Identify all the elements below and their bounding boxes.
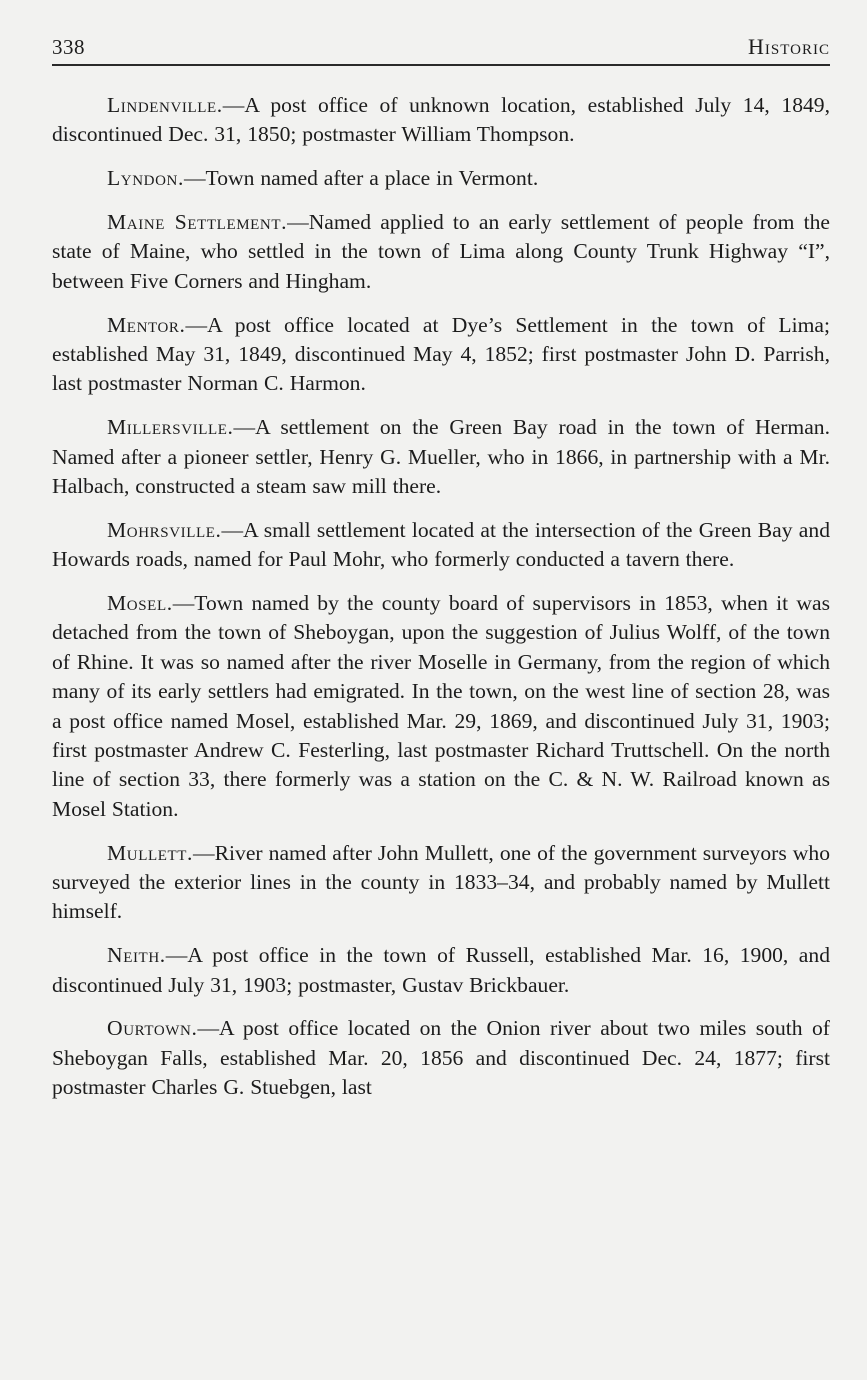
entry-mentor xyxy=(52,311,830,399)
entry-text: —A settlement on the Green Bay road in the town of Herman. Named after a pioneer settler, Henry G. Mueller, who in 1866, in partnership with a Mr. Halbach, constructed a steam saw mill there. xyxy=(52,415,830,499)
entry-term: Neith. xyxy=(107,943,166,968)
entry-text: —Named applied to an early settlement of people from the state of Maine, who settled in the town of Lima along County Trunk Highway “I”, between Five Corners and Hingham. xyxy=(52,210,831,293)
running-title: Historic xyxy=(748,34,830,59)
entry-term: Ourtown. xyxy=(107,1016,198,1041)
entry-term: Mentor. xyxy=(107,312,186,337)
entry-term: Lindenville. xyxy=(107,93,223,117)
document-page xyxy=(52,0,830,1380)
entry-text: —Town named after a place in Vermont. xyxy=(183,166,539,191)
entry-millersville xyxy=(52,413,830,501)
entry-neith xyxy=(52,941,830,1000)
entry-text: —A post office located at Dye’s Settlement in the town of Lima; established May 31, 1849, discontinued May 4, 1852; first postmaster John D. Parrish, last postmaster Norman C. Harmon. xyxy=(52,312,830,396)
entry-text: —River named after John Mullett, one of the government surveyors who surveyed the exterior lines in the county in 1833–34, and probably named by Mullett himself. xyxy=(52,840,830,924)
entry-term: Mohrsville. xyxy=(107,517,222,542)
entry-text: —A post office of unknown location, established July 14, 1849, discontinued Dec. 31, 1850; postmaster William Thompson. xyxy=(52,93,830,147)
entry-mohrsville xyxy=(52,516,830,575)
entry-text: —Town named by the county board of supervisors in 1853, when it was detached from the town of Sheboygan, upon the suggestion of Julius Wolff, of the town of Rhine. It was so named after the river Moselle in Germany, from the region of which many of its early settlers had emigrated. In the town, on the west line of section 28, was a post office named Mosel, established Mar. 29, 1869, and discontinued July 31, 1903; first postmaster Andrew C. Festerling, last postmaster Richard Truttschell. On the north line of section 33, there formerly was a station on the C. & N. W. Railroad known as Mosel Station. xyxy=(52,591,830,821)
page-number: 338 xyxy=(52,35,85,59)
entry-term: Millersville. xyxy=(107,415,234,440)
entry-lindenville xyxy=(52,91,830,150)
entry-mosel xyxy=(52,589,830,824)
entries-list xyxy=(52,91,830,1117)
entry-text: —A post office located on the Onion river about two miles south of Sheboygan Falls, established Mar. 20, 1856 and discontinued Dec. 24, 1877; first postmaster Charles G. Stuebgen, last xyxy=(52,1016,830,1100)
entry-term: Lyndon. xyxy=(107,166,184,191)
entry-maine-settlement xyxy=(52,208,830,296)
entry-term: Mullett. xyxy=(107,840,194,865)
page-header xyxy=(52,30,830,60)
entry-mullett xyxy=(52,839,830,927)
entry-text: —A post office in the town of Russell, established Mar. 16, 1900, and discontinued July 31, 1903; postmaster, Gustav Brickbauer. xyxy=(52,943,830,997)
entry-term: Mosel. xyxy=(107,591,173,616)
entry-lyndon xyxy=(52,164,830,193)
entry-ourtown xyxy=(52,1014,830,1102)
entry-term: Maine Settlement. xyxy=(107,210,288,234)
entry-text: —A small settlement located at the intersection of the Green Bay and Howards roads, named for Paul Mohr, who formerly conducted a tavern there. xyxy=(52,517,830,572)
header-rule xyxy=(52,64,830,66)
